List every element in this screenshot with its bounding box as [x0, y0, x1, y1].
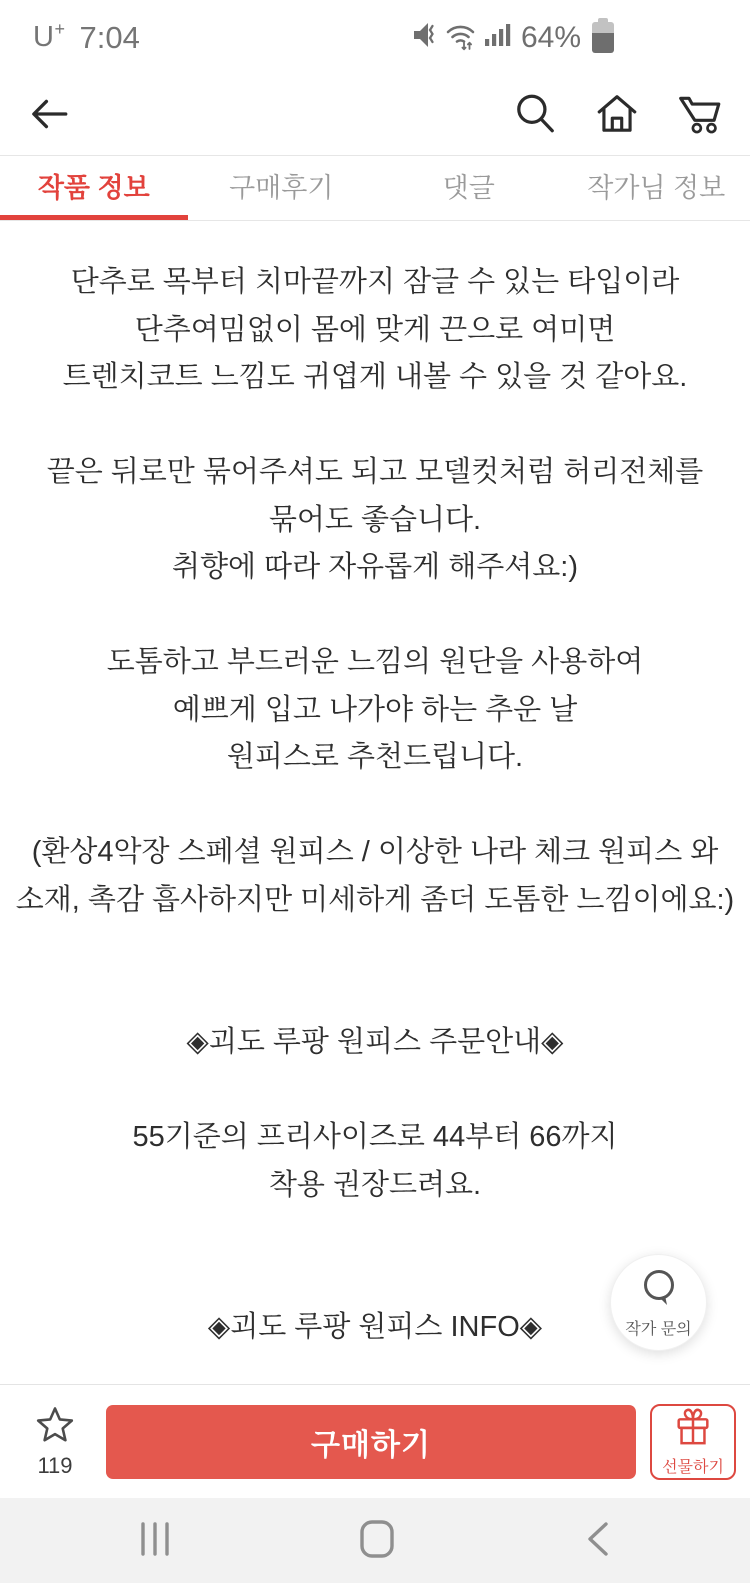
gift-label: 선물하기: [662, 1459, 724, 1476]
android-back-button[interactable]: [582, 1519, 612, 1562]
star-icon: [34, 1405, 76, 1450]
buy-button[interactable]: 구매하기: [106, 1405, 636, 1479]
back-arrow-icon: [26, 91, 72, 140]
recent-apps-button[interactable]: [138, 1521, 172, 1560]
product-description: [0, 221, 750, 1352]
description-line: 원피스로 추천드립니다.: [226, 741, 524, 773]
nav-actions: [512, 91, 724, 140]
description-line: 55기준의 프리사이즈로 44부터 66까지: [132, 1121, 618, 1153]
contact-artist-button[interactable]: [610, 1254, 707, 1351]
carrier-label: [33, 21, 65, 54]
description-spacer: [0, 1067, 750, 1115]
tab-product-info[interactable]: 작품 정보: [0, 156, 188, 220]
description-line: 묶어도 좋습니다.: [268, 503, 482, 536]
search-button[interactable]: [512, 91, 558, 140]
description-line: 소재, 촉감 흡사하지만 미세하게 좀더 도톰한 느낌이에요:): [15, 883, 735, 916]
description-line: ◈괴도 루팡 원피스 INFO◈: [207, 1311, 543, 1343]
status-time: 7:04: [79, 19, 140, 55]
gift-icon: [672, 1404, 714, 1453]
vibrate-mute-icon: [412, 18, 438, 57]
description-spacer: [0, 592, 750, 640]
description-line: 끝은 뒤로만 묶어주셔도 되고 모델컷처럼 허리전체를: [46, 456, 704, 488]
cart-icon: [676, 92, 724, 139]
tab-bar: [0, 155, 750, 221]
signal-strength-icon: [484, 21, 512, 54]
description-spacer: [0, 924, 750, 972]
carrier-text: U: [33, 21, 55, 53]
contact-artist-label: 작가 문의: [625, 1320, 692, 1338]
tab-reviews[interactable]: 구매후기: [229, 173, 334, 203]
home-button[interactable]: [594, 91, 640, 140]
back-button[interactable]: [26, 91, 72, 140]
tab-comments[interactable]: 댓글: [442, 173, 495, 203]
description-spacer: [0, 782, 750, 830]
android-home-button[interactable]: [359, 1519, 395, 1562]
home-icon: [594, 91, 640, 140]
description-line: 단추로 목부터 치마끝까지 잠글 수 있는 타입이라: [70, 266, 680, 298]
nav-bar: [0, 75, 750, 155]
purchase-bar: [0, 1384, 750, 1498]
android-back-icon: [582, 1519, 612, 1562]
description-line: 예쁘게 입고 나가야 하는 추운 날: [172, 693, 578, 726]
description-spacer: [0, 402, 750, 450]
description-spacer: [0, 1209, 750, 1257]
status-icons: [412, 0, 614, 75]
android-nav-bar: [0, 1498, 750, 1583]
battery-icon: [592, 22, 614, 53]
description-line: ◈괴도 루팡 원피스 주문안내◈: [186, 1026, 564, 1058]
wifi-icon: [445, 19, 477, 56]
description-line: 취향에 따라 자유롭게 해주셔요:): [171, 551, 579, 583]
search-icon: [512, 91, 558, 140]
gift-button[interactable]: [650, 1404, 736, 1480]
carrier-plus: +: [54, 19, 66, 39]
description-line: 트렌치코트 느낌도 귀엽게 내볼 수 있을 것 같아요.: [62, 361, 688, 393]
description-line: 단추여밈없이 몸에 맞게 끈으로 여미면: [134, 313, 616, 346]
description-line: 도톰하고 부드러운 느낌의 원단을 사용하여: [106, 646, 644, 678]
recent-apps-icon: [138, 1521, 172, 1560]
description-line: (환상4악장 스페셜 원피스 / 이상한 나라 체크 원피스 와: [31, 836, 719, 868]
tab-artist-info[interactable]: 작가님 정보: [587, 173, 726, 203]
speech-bubble-icon: [638, 1267, 680, 1314]
favorite-button[interactable]: [14, 1405, 96, 1479]
favorite-count: 119: [37, 1452, 73, 1478]
status-bar: [0, 0, 750, 75]
battery-percent: 64%: [521, 20, 582, 54]
description-line: 착용 권장드려요.: [268, 1168, 482, 1201]
android-home-icon: [359, 1519, 395, 1562]
description-spacer: [0, 972, 750, 1020]
cart-button[interactable]: [676, 92, 724, 139]
